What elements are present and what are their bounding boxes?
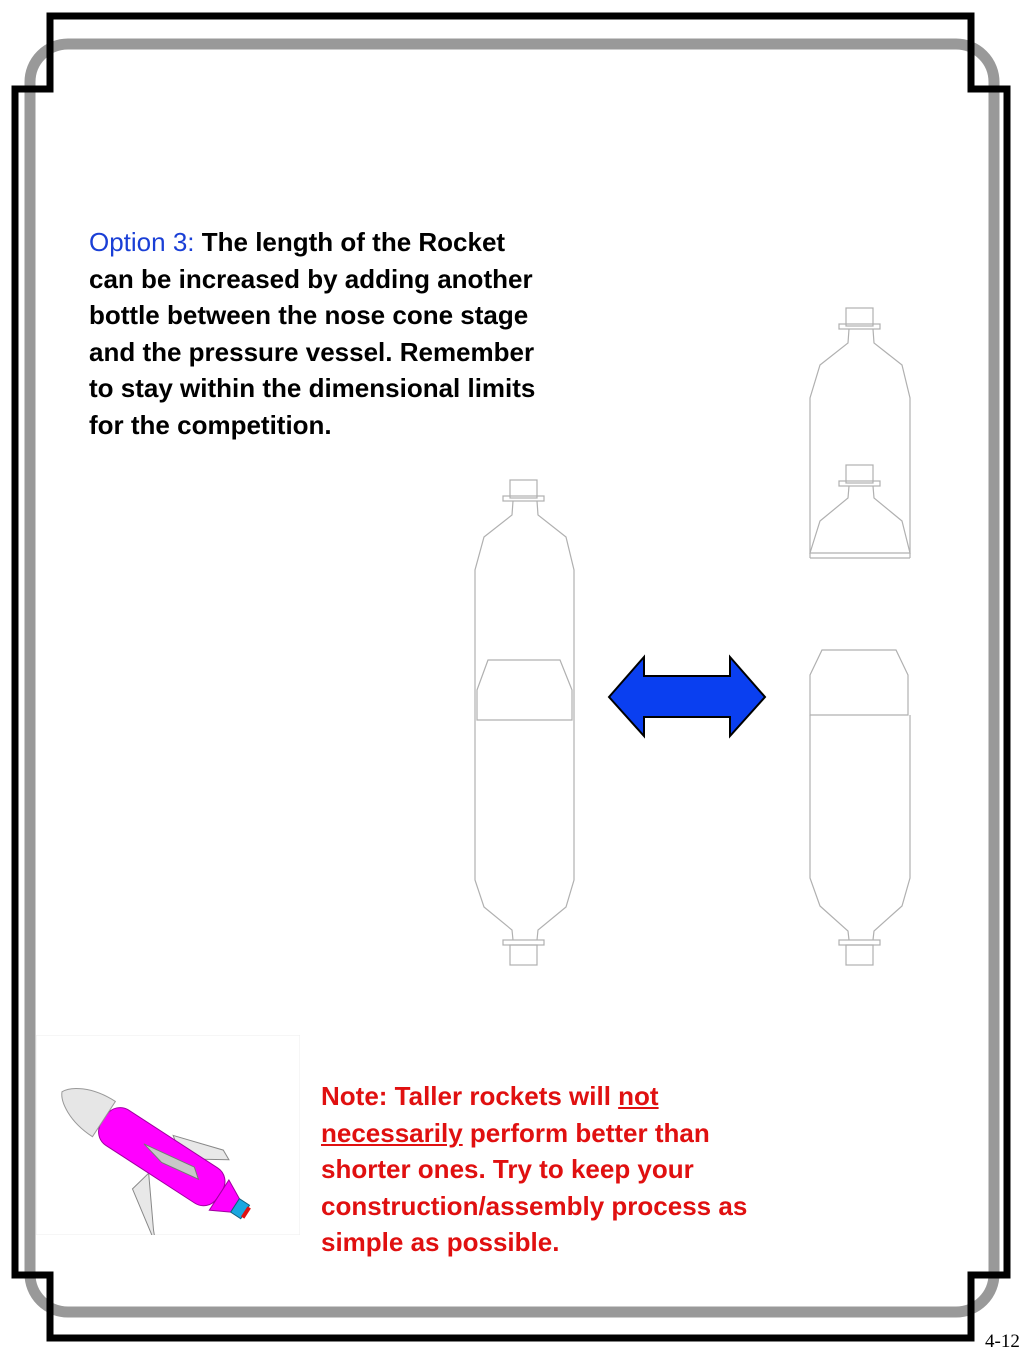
joint	[477, 660, 572, 720]
note-line-4-text: construction/assembly process as	[321, 1190, 748, 1221]
note-line-1-text: Note: Taller rockets will	[321, 1081, 619, 1111]
lower-bottle	[810, 715, 910, 940]
option-3-paragraph	[89, 224, 634, 443]
option-body-line-5: to stay within the dimensional limits	[89, 373, 536, 403]
note-line-1	[321, 1078, 841, 1115]
note-line-2-text: perform better than	[462, 1117, 710, 1148]
note-underlined-not: not	[618, 1081, 659, 1111]
option-line-1	[89, 224, 634, 261]
note-line-5	[321, 1224, 841, 1261]
note-line-2	[321, 1115, 841, 1152]
double-headed-arrow-icon	[606, 654, 768, 740]
top-cap	[510, 480, 537, 498]
option-body-line-3: bottle between the nose cone stage	[89, 300, 529, 330]
option-body-line-4: and the pressure vessel. Remember	[89, 336, 535, 367]
upper-bottle	[475, 501, 574, 720]
bottom-cap	[510, 945, 537, 965]
insert-cap	[846, 465, 873, 483]
option-label: Option 3:	[89, 227, 195, 257]
upper-bottle	[810, 329, 910, 558]
note-line-3-text: shorter ones. Try to keep your	[321, 1154, 694, 1184]
option-body-line-1: The length of the Rocket	[201, 227, 506, 257]
note-line-5-text: simple as possible.	[321, 1227, 560, 1257]
bottom-collar	[503, 940, 544, 945]
note-paragraph	[321, 1078, 841, 1261]
bottle-rocket-icon	[36, 1035, 300, 1235]
top-cap	[846, 308, 873, 326]
insert-shoulder	[810, 486, 910, 553]
joint	[810, 650, 908, 715]
bottom-cap	[846, 945, 873, 965]
rocket-outline-standard	[470, 475, 580, 970]
note-line-3	[321, 1151, 841, 1188]
page-number: 4-12	[985, 1331, 1020, 1352]
option-body-line-6: for the competition.	[89, 409, 332, 440]
option-body-line-2: can be increased by adding another	[89, 263, 533, 294]
note-line-4	[321, 1188, 841, 1225]
note-underlined-necessarily: necessarily	[321, 1117, 463, 1148]
bottom-collar	[839, 940, 880, 945]
lower-bottle	[475, 720, 574, 940]
rocket-outline-extended	[804, 303, 916, 970]
